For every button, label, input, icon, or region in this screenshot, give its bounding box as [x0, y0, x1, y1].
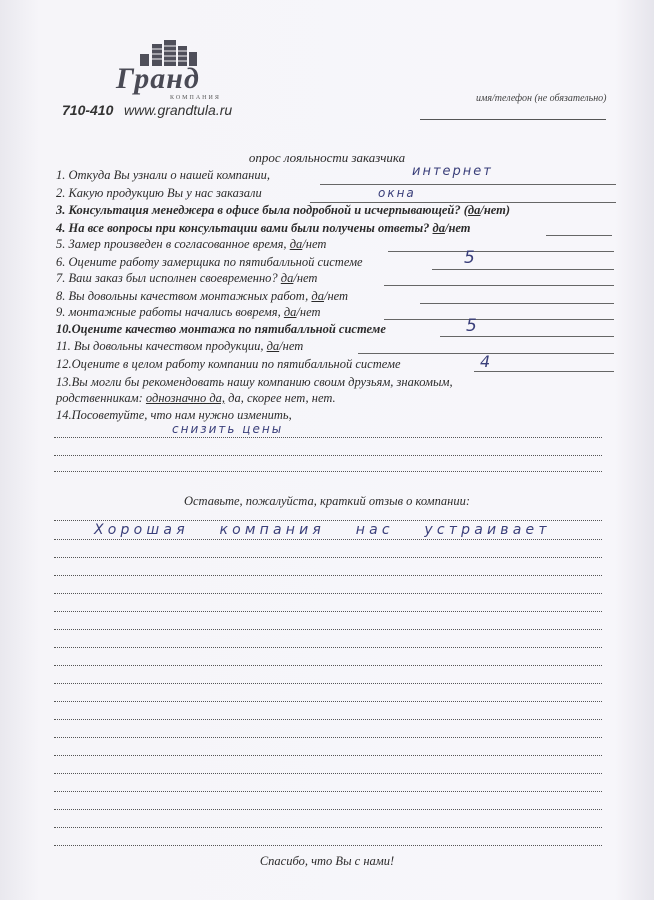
question-9: 9. монтажные работы начались вовремя, да/нет — [56, 305, 321, 319]
question-6: 6. Оцените работу замерщика по пятибалльной системе — [56, 255, 363, 269]
dotted-line — [54, 593, 602, 594]
question-11: 11. Вы довольны качеством продукции, да/нет — [56, 339, 304, 353]
dotted-line — [54, 755, 602, 756]
selected-option: однозначно да, — [145, 391, 226, 405]
answer-line-6 — [432, 269, 614, 270]
dotted-line — [54, 665, 602, 666]
dotted-line — [54, 737, 602, 738]
selected-option: да — [311, 289, 324, 303]
answer-line-10 — [440, 336, 614, 337]
dotted-line — [54, 791, 602, 792]
question-10: 10.Оцените качество монтажа по пятибалльной системе — [56, 322, 386, 336]
question-8: 8. Вы довольны качеством монтажных работ, да/нет — [56, 289, 349, 303]
selected-option: да — [280, 271, 294, 285]
dotted-line — [54, 647, 602, 648]
selected-option: да — [467, 203, 481, 217]
selected-option: да — [432, 221, 445, 235]
question-2: 2. Какую продукцию Вы у нас заказали — [56, 186, 262, 200]
dotted-line — [54, 809, 602, 810]
dotted-line — [54, 719, 602, 720]
logo-subtitle: КОМПАНИЯ — [170, 95, 221, 101]
answer-2-handwritten: окна — [378, 186, 416, 200]
footer-thanks: Спасибо, что Вы с нами! — [259, 854, 395, 868]
answer-line-9 — [384, 319, 614, 320]
dotted-line — [54, 437, 602, 438]
selected-option: да — [266, 339, 280, 353]
dotted-line — [54, 575, 602, 576]
dotted-line — [54, 539, 602, 540]
feedback-prompt: Оставьте, пожалуйста, краткий отзыв о компании: — [183, 494, 471, 508]
question-7: 7. Ваш заказ был исполнен своевременно? да/нет — [56, 271, 318, 285]
answer-1-handwritten: интернет — [412, 164, 493, 179]
selected-option: да — [289, 237, 303, 251]
feedback-handwritten: Хорошая компания нас устраивает — [94, 522, 551, 538]
contact-field-label: имя/телефон (не обязательно) — [476, 93, 607, 104]
logo-wordmark: Гранд — [116, 62, 200, 95]
dotted-line — [54, 845, 602, 846]
dotted-line — [54, 701, 602, 702]
answer-line-4 — [546, 235, 612, 236]
answer-line-1 — [320, 184, 616, 185]
dotted-line — [54, 520, 602, 521]
answer-line-12 — [474, 371, 614, 372]
answer-14-handwritten: снизить цены — [172, 422, 284, 436]
dotted-line — [54, 471, 602, 472]
dotted-line — [54, 773, 602, 774]
answer-line-7 — [384, 285, 614, 286]
question-4: 4. На все вопросы при консультации вами были получены ответы? да/нет — [56, 221, 471, 235]
dotted-line — [54, 827, 602, 828]
answer-6-handwritten: 5 — [464, 248, 477, 268]
question-13: 13.Вы могли бы рекомендовать нашу компанию своим друзьям, знакомым, — [56, 375, 453, 389]
dotted-line — [54, 557, 602, 558]
question-3: 3. Консультация менеджера в офисе была подробной и исчерпывающей? (да/нет) — [56, 203, 511, 217]
answer-10-handwritten: 5 — [466, 316, 479, 336]
selected-option: да — [283, 305, 297, 319]
answer-12-handwritten: 4 — [480, 352, 493, 371]
dotted-line — [54, 611, 602, 612]
question-13-options: родственникам: однозначно да, да, скорее нет, нет. — [56, 391, 336, 405]
question-1: 1. Откуда Вы узнали о нашей компании, — [56, 168, 271, 182]
company-phone: 710-410 — [62, 102, 114, 118]
answer-line-5 — [388, 251, 614, 252]
dotted-line — [54, 683, 602, 684]
survey-title: опрос лояльности заказчика — [248, 150, 406, 165]
question-5: 5. Замер произведен в согласованное время, да/нет — [56, 237, 327, 251]
dotted-line — [54, 455, 602, 456]
dotted-line — [54, 629, 602, 630]
question-14: 14.Посоветуйте, что нам нужно изменить, — [56, 408, 292, 422]
answer-line-8 — [420, 303, 614, 304]
question-12: 12.Оцените в целом работу компании по пятибалльной системе — [56, 357, 401, 371]
company-website: www.grandtula.ru — [124, 102, 233, 118]
contact-field-line — [420, 119, 606, 120]
